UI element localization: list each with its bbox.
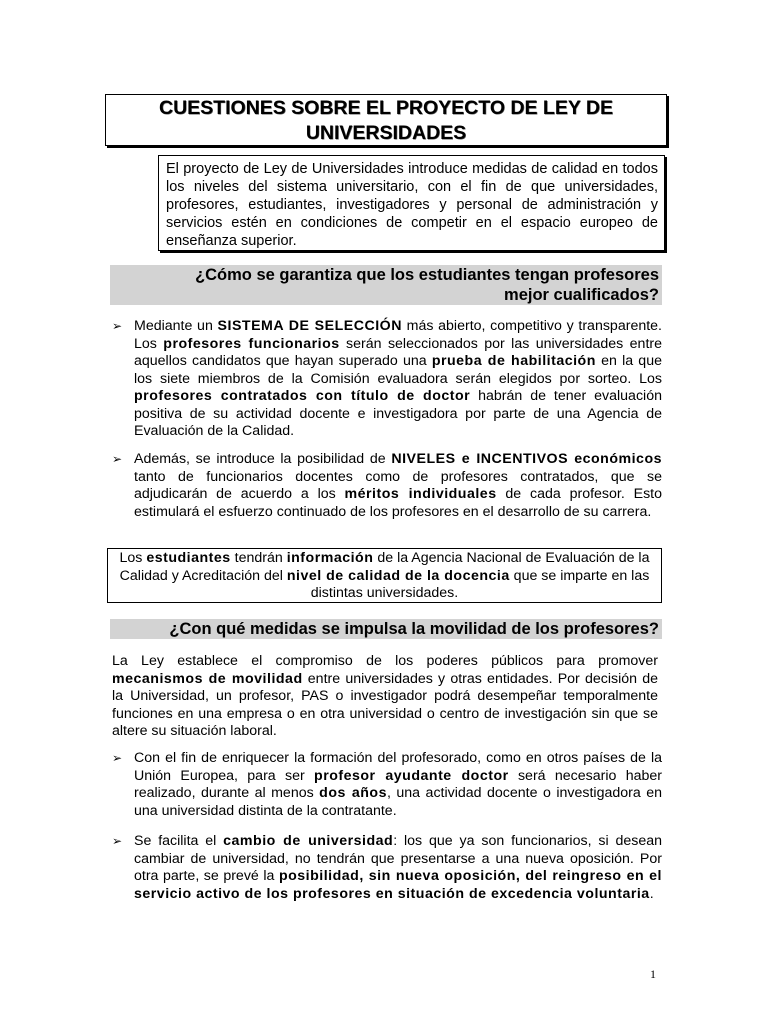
arrow-bullet-icon: ➢ (112, 751, 123, 765)
question-heading-1 (110, 265, 662, 305)
bullet-text: Se facilita el cambio de universidad: los que ya son funcionarios, si desean cambiar de universidad, no tendrán que presentarse a una nueva oposición. Por otra parte, se prevé la posibilidad, sin nueva oposición, del reingreso en el servicio activo de los profesores en situación de excedencia voluntaria. (134, 833, 662, 902)
document-title (105, 94, 667, 146)
question-heading-2: ¿Con qué medidas se impulsa la movilidad de los profesores? (110, 619, 662, 639)
title-line-2: UNIVERSIDADES (305, 122, 467, 144)
mobility-paragraph: La Ley establece el compromiso de los poderes públicos para promover mecanismos de movilidad entre universidades y otras entidades. Por decisión de la Universidad, un profesor, PAS o investigador podrá desempeñar temporalmente funciones en una empresa o en otra universidad o centro de investigación sin que se altere su situación laboral. (112, 653, 658, 739)
bullet-item-niveles (112, 451, 662, 521)
bullet-item-ayudante-doctor (112, 750, 662, 820)
bullet-text: Con el fin de enriquecer la formación del profesorado, como en otros países de la Unión Europea, para ser profesor ayudante doctor será necesario haber realizado, durante al menos dos años, una actividad docente o investigadora en una universidad distinta de la contratante. (134, 750, 662, 819)
arrow-bullet-icon: ➢ (112, 834, 123, 848)
students-info-box: Los estudiantes tendrán información de la Agencia Nacional de Evaluación de la Calidad y Acreditación del nivel de calidad de la docencia que se imparte en las distintas universidades. (107, 548, 662, 603)
bullet-item-seleccion (112, 318, 662, 441)
intro-box: El proyecto de Ley de Universidades introduce medidas de calidad en todos los niveles del sistema universitario, con el fin de que universidades, profesores, estudiantes, investigadores y personal de administración y servicios estén en condiciones de competir en el espacio europeo de enseñanza superior. (158, 155, 665, 251)
question-1-line-1: ¿Cómo se garantiza que los estudiantes tengan profesores (195, 266, 659, 284)
title-line-1: CUESTIONES SOBRE EL PROYECTO DE LEY DE (158, 97, 613, 119)
bullet-text: Mediante un SISTEMA DE SELECCIÓN más abierto, competitivo y transparente. Los profesores funcionarios serán seleccionados por las universidades entre aquellos candidatos que hayan superado una prueba de habilitación en la que los siete miembros de la Comisión evaluadora serán elegidos por sorteo. Los profesores contratados con título de doctor habrán de tener evaluación positiva de su actividad docente e investigadora por parte de una Agencia de Evaluación de la Calidad. (134, 318, 662, 439)
page-number: 1 (650, 967, 656, 981)
bullet-text: Además, se introduce la posibilidad de NIVELES e INCENTIVOS económicos tanto de funcionarios docentes como de profesores contratados, que se adjudicarán de acuerdo a los méritos individuales de cada profesor. Esto estimulará el esfuerzo continuado de los profesores en el desarrollo de su carrera. (134, 451, 662, 520)
bullet-item-cambio-universidad (112, 833, 662, 903)
arrow-bullet-icon: ➢ (112, 319, 123, 333)
question-1-line-2: mejor cualificados? (504, 286, 659, 304)
arrow-bullet-icon: ➢ (112, 452, 123, 466)
